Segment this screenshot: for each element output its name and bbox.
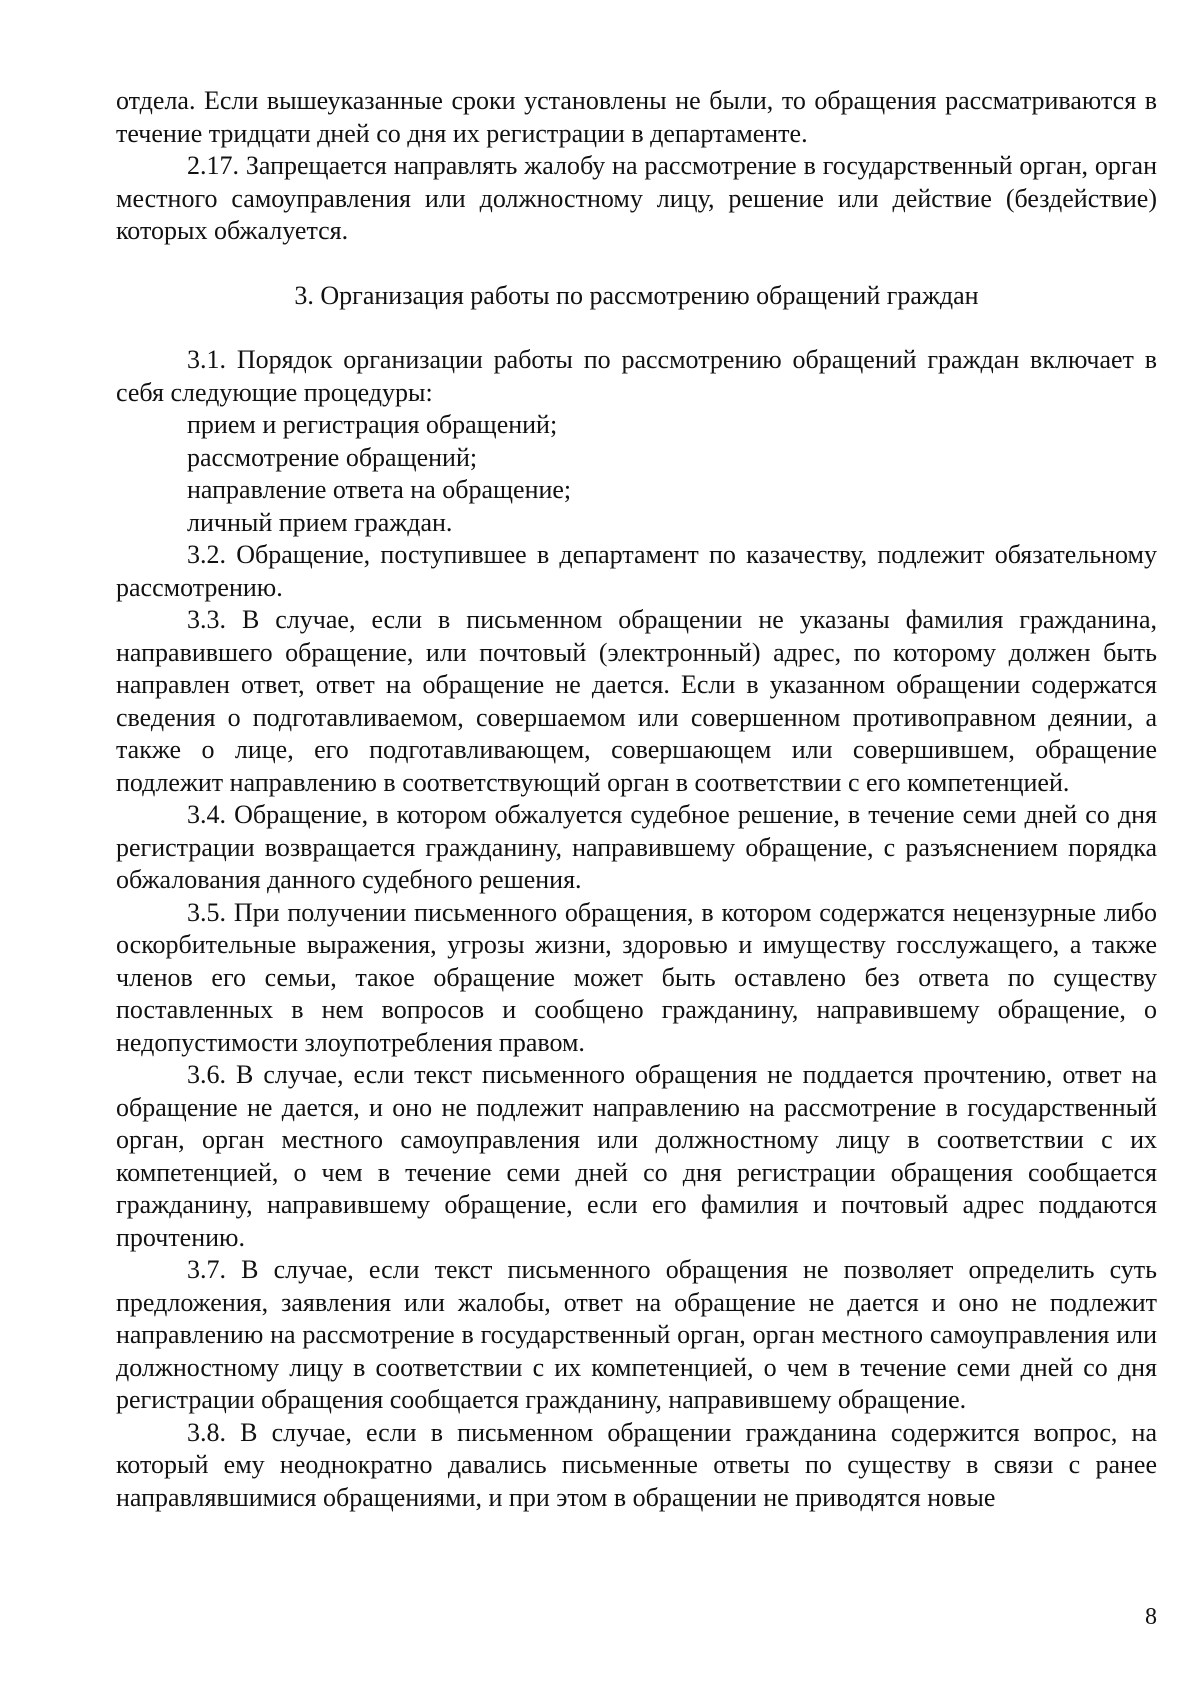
paragraph-3-8: 3.8. В случае, если в письменном обращении гражданина содержится вопрос, на который ему неоднократно давались письменные ответы по существу в связи с ранее направлявшимися обращениями, и при этом в обращении не приводятся новые (116, 1417, 1157, 1512)
list-item: личный прием граждан. (187, 507, 453, 537)
paragraph-2-17: 2.17. Запрещается направлять жалобу на рассмотрение в государственный орган, орган местного самоуправления или должностному лицу, решение или действие (бездействие) которых обжалуется. (116, 151, 1157, 245)
continuation-paragraph: отдела. Если вышеуказанные сроки установлены не были, то обращения рассматриваются в течение тридцати дней со дня их регистрации в департаменте. (116, 86, 1157, 148)
page-number: 8 (1145, 1604, 1157, 1630)
paragraph-3-2: 3.2. Обращение, поступившее в департамент по казачеству, подлежит обязательному рассмотрению. (116, 540, 1157, 602)
list-item: прием и регистрация обращений; (187, 410, 558, 439)
paragraph-3-3: 3.3. В случае, если в письменном обращении не указаны фамилия гражданина, направившего обращение, или почтовый (электронный) адрес, по которому должен быть направлен ответ, ответ на обращение не дается. Если в указанном обращении содержатся сведения о подготавливаемом, совершаемом или совершенном противоправном деянии, а также о лице, его подготавливающем, совершающем или совершившем, обращение подлежит направлению в соответствующий орган в соответствии с его компетенцией. (116, 605, 1157, 797)
paragraph-3-1: 3.1. Порядок организации работы по рассмотрению обращений граждан включает в себя следующие процедуры: (116, 345, 1157, 407)
section-heading: 3. Организация работы по рассмотрению обращений граждан (294, 280, 979, 310)
paragraph-3-7: 3.7. В случае, если текст письменного обращения не позволяет определить суть предложения, заявления или жалобы, ответ на обращение не дается и оно не подлежит направлению на рассмотрение в государственный орган, орган местного самоуправления или должностному лицу в соответствии с их компетенцией, о чем в течение семи дней со дня регистрации обращения сообщается гражданину, направившему обращение. (116, 1255, 1157, 1414)
list-item: рассмотрение обращений; (187, 442, 478, 472)
text-after-heading (116, 344, 1157, 1514)
text-before-heading (116, 85, 1157, 248)
paragraph-3-6: 3.6. В случае, если текст письменного обращения не поддается прочтению, ответ на обращение не дается, и оно не подлежит направлению на рассмотрение в государственный орган, орган местного самоуправления или должностному лицу в соответствии с их компетенцией, о чем в течение семи дней со дня регистрации обращения сообщается гражданину, направившему обращение, если его фамилия и почтовый адрес поддаются прочтению. (116, 1060, 1157, 1252)
paragraph-3-4: 3.4. Обращение, в котором обжалуется судебное решение, в течение семи дней со дня регистрации возвращается гражданину, направившему обращение, с разъяснением порядка обжалования данного судебного решения. (116, 800, 1157, 894)
paragraph-3-5: 3.5. При получении письменного обращения, в котором содержатся нецензурные либо оскорбительные выражения, угрозы жизни, здоровью и имуществу госслужащего, а также членов его семьи, такое обращение может быть оставлено без ответа по существу поставленных в нем вопросов и сообщено гражданину, направившему обращение, о недопустимости злоупотребления правом. (116, 897, 1157, 1057)
list-item: направление ответа на обращение; (187, 475, 572, 504)
